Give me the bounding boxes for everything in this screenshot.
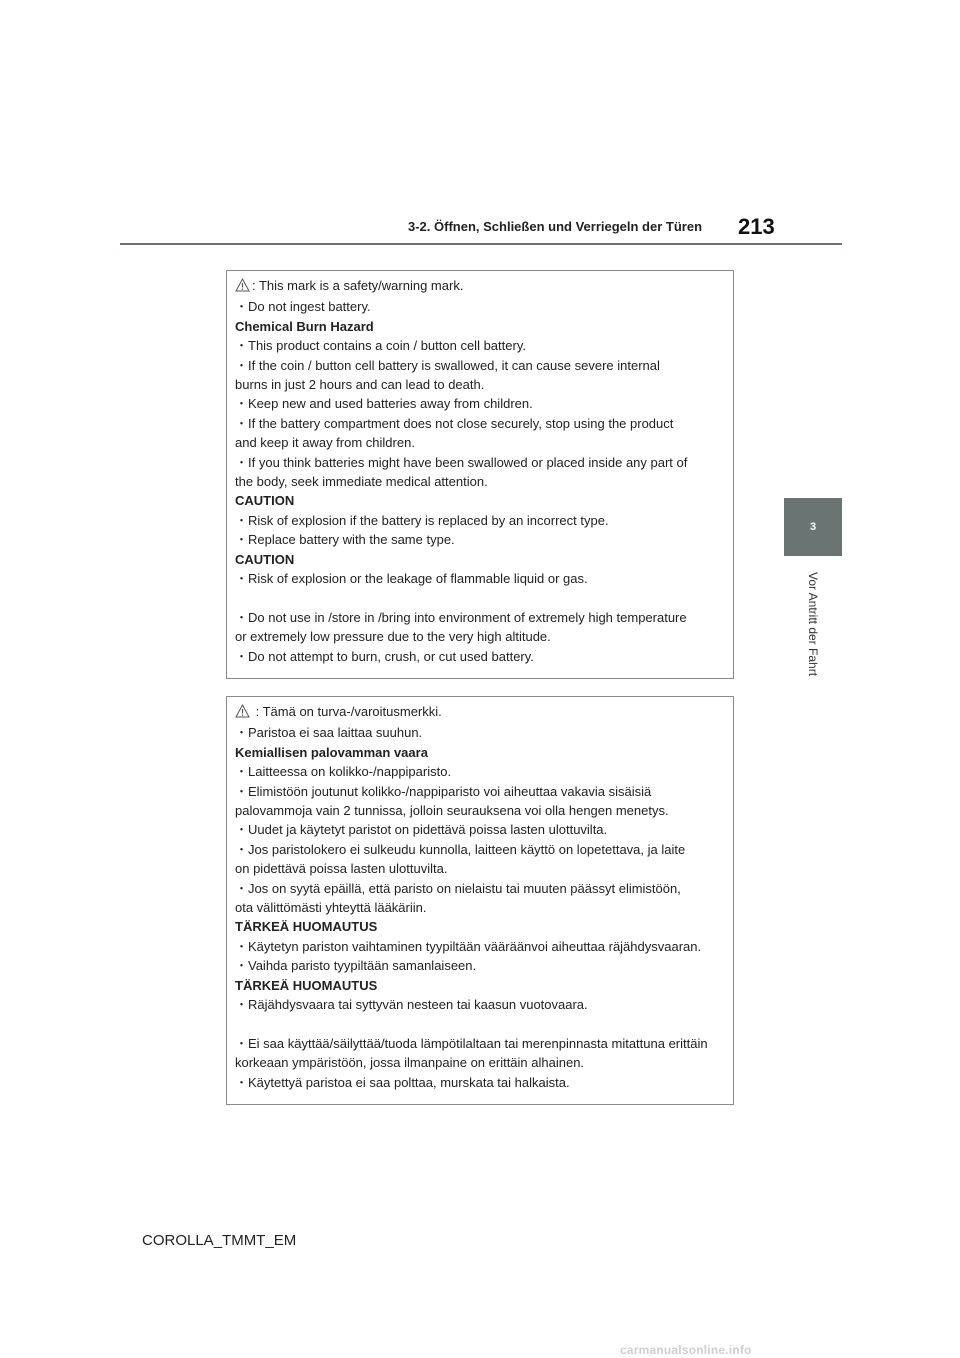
warning-mark-line <box>235 276 725 297</box>
warning-lines <box>235 723 725 1092</box>
watermark-text: carmanualsonline.info <box>620 1343 752 1357</box>
warning-triangle-icon <box>235 278 250 297</box>
warning-line: ・Replace battery with the same type. <box>235 532 455 548</box>
warning-line: ・Uudet ja käytetyt paristot on pidettävä poissa lasten ulottuvilta. <box>235 822 608 838</box>
warning-line: palovammoja vain 2 tunnissa, jolloin seurauksena voi olla hengen menetys. <box>235 803 669 819</box>
warning-mark-line <box>235 702 725 723</box>
page-number: 213 <box>738 214 775 239</box>
warning-line: ・Do not use in /store in /bring into environment of extremely high temperature <box>235 609 687 625</box>
warning-heading: CAUTION <box>235 551 295 567</box>
warning-line: ・Ei saa käyttää/säilyttää/tuoda lämpötilaltaan tai merenpinnasta mitattuna erittäin <box>235 1035 708 1051</box>
warning-heading: Kemiallisen palovamman vaara <box>235 744 428 760</box>
warning-line: burns in just 2 hours and can lead to death. <box>235 377 485 393</box>
warning-line: ・If you think batteries might have been swallowed or placed inside any part of <box>235 454 688 470</box>
warning-line: or extremely low pressure due to the very high altitude. <box>235 629 551 645</box>
warning-line: ・Keep new and used batteries away from children. <box>235 396 533 412</box>
battery-warning-english <box>226 270 734 679</box>
warning-line: ota välittömästi yhteyttä lääkäriin. <box>235 900 427 916</box>
warning-line: ・If the coin / button cell battery is swallowed, it can cause severe internal <box>235 357 660 373</box>
warning-line: ・Elimistöön joutunut kolikko-/nappiparisto voi aiheuttaa vakavia sisäisiä <box>235 783 652 799</box>
warning-line: ・If the battery compartment does not close securely, stop using the product <box>235 415 674 431</box>
warning-mark-text: : This mark is a safety/warning mark. <box>252 278 464 293</box>
battery-warning-finnish <box>226 696 734 1105</box>
warning-line: and keep it away from children. <box>235 435 415 451</box>
warning-line <box>235 589 725 608</box>
chapter-tab <box>784 498 842 556</box>
warning-mark-text: : Tämä on turva-/varoitusmerkki. <box>252 704 442 719</box>
warning-line: ・Paristoa ei saa laittaa suuhun. <box>235 725 423 741</box>
chapter-label: Vor Antritt der Fahrt <box>806 571 820 677</box>
chapter-number: 3 <box>809 521 817 533</box>
warning-line: ・Vaihda paristo tyypiltään samanlaiseen. <box>235 958 477 974</box>
warning-line: ・Risk of explosion if the battery is replaced by an incorrect type. <box>235 512 609 528</box>
warning-heading: TÄRKEÄ HUOMAUTUS <box>235 977 378 993</box>
warning-heading: Chemical Burn Hazard <box>235 318 374 334</box>
warning-line <box>235 1015 725 1034</box>
warning-line: korkeaan ympäristöön, jossa ilmanpaine on erittäin alhainen. <box>235 1055 585 1071</box>
warning-line: ・Laitteessa on kolikko-/nappiparisto. <box>235 764 452 780</box>
header-divider <box>120 243 842 245</box>
warning-line: ・Jos on syytä epäillä, että paristo on nielaistu tai muuten päässyt elimistöön, <box>235 880 681 896</box>
warning-line: ・Jos paristolokero ei sulkeudu kunnolla, laitteen käyttö on lopetettava, ja laite <box>235 841 686 857</box>
warning-heading: CAUTION <box>235 493 295 509</box>
warning-line: ・Käytetyn pariston vaihtaminen tyypiltään vääräänvoi aiheuttaa räjähdysvaaran. <box>235 938 702 954</box>
warning-line: ・Risk of explosion or the leakage of flammable liquid or gas. <box>235 571 588 587</box>
warning-line: ・Räjähdysvaara tai syttyvän nesteen tai kaasun vuotovaara. <box>235 997 588 1013</box>
warning-triangle-icon <box>235 704 250 723</box>
warning-line: ・Do not attempt to burn, crush, or cut used battery. <box>235 648 534 664</box>
warning-line: ・Käytettyä paristoa ei saa polttaa, murskata tai halkaista. <box>235 1074 570 1090</box>
warning-line: on pidettävä poissa lasten ulottuvilta. <box>235 861 448 877</box>
warning-lines <box>235 297 725 666</box>
model-code: COROLLA_TMMT_EM <box>142 1232 297 1249</box>
warning-heading: TÄRKEÄ HUOMAUTUS <box>235 919 378 935</box>
warning-line: the body, seek immediate medical attention. <box>235 474 488 490</box>
warning-line: ・Do not ingest battery. <box>235 299 371 315</box>
warning-line: ・This product contains a coin / button cell battery. <box>235 338 526 354</box>
section-title: 3-2. Öffnen, Schließen und Verriegeln der Türen <box>408 219 703 234</box>
